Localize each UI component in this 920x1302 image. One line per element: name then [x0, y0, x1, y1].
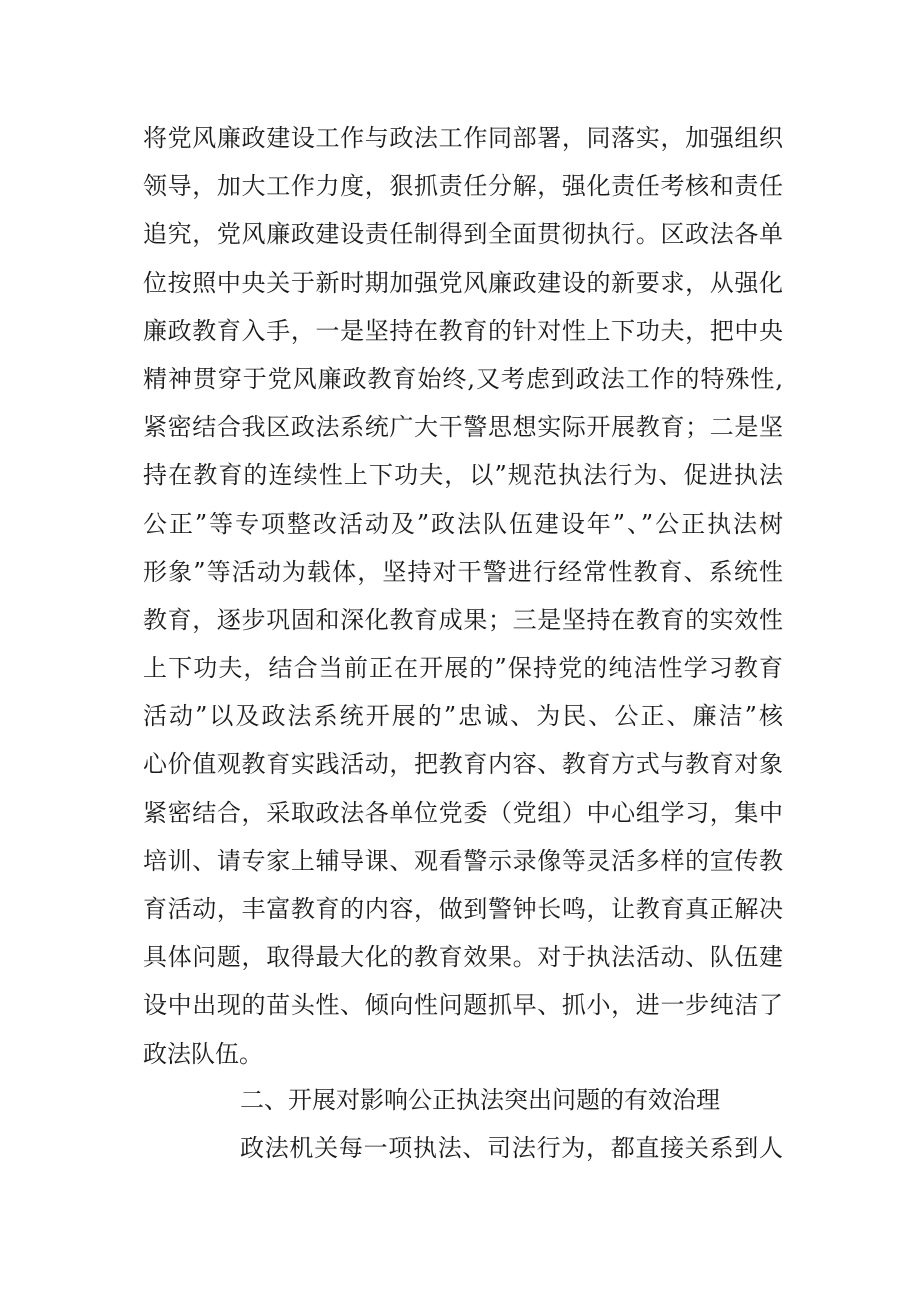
text-line: 设中出现的苗头性、倾向性问题抓早、抓小，进一步纯洁了	[143, 991, 783, 1020]
section-heading: 二、开展对影响公正执法突出问题的有效治理	[240, 1086, 720, 1114]
text-line: 教育，逐步巩固和深化教育成果；三是坚持在教育的实效性	[143, 605, 783, 634]
text-line: 持在教育的连续性上下功夫，以”规范执法行为、促进执法	[143, 461, 783, 490]
text-line: 政法队伍。	[143, 1039, 263, 1068]
text-line: 具体问题，取得最大化的教育效果。对于执法活动、队伍建	[143, 943, 783, 972]
text-line: 紧密结合，采取政法各单位党委（党组）中心组学习，集中	[143, 798, 783, 827]
text-line: 精神贯穿于党风廉政教育始终,又考虑到政法工作的特殊性,	[143, 364, 783, 393]
text-line: 育活动，丰富教育的内容，做到警钟长鸣，让教育真正解决	[143, 895, 783, 923]
text-line: 形象”等活动为载体，坚持对干警进行经常性教育、系统性	[143, 557, 783, 586]
text-line: 将党风廉政建设工作与政法工作同部署，同落实，加强组织	[143, 124, 783, 152]
text-line: 廉政教育入手，一是坚持在教育的针对性上下功夫，把中央	[143, 316, 783, 345]
text-line: 上下功夫，结合当前正在开展的”保持党的纯洁性学习教育	[143, 654, 783, 683]
text-line: 培训、请专家上辅导课、观看警示录像等灵活多样的宣传教	[143, 846, 783, 875]
text-line: 追究，党风廉政建设责任制得到全面贯彻执行。区政法各单	[143, 220, 783, 249]
text-line: 领导，加大工作力度，狠抓责任分解，强化责任考核和责任	[143, 172, 783, 201]
text-line: 公正”等专项整改活动及”政法队伍建设年”、”公正执法树	[143, 509, 783, 538]
text-line: 紧密结合我区政法系统广大干警思想实际开展教育；二是坚	[143, 413, 783, 442]
paragraph-2: 政法机关每一项执法、司法行为，都直接关系到人	[240, 1134, 783, 1162]
text-line: 位按照中央关于新时期加强党风廉政建设的新要求，从强化	[143, 268, 783, 297]
paragraph-1	[143, 114, 783, 1078]
text-line: 心价值观教育实践活动，把教育内容、教育方式与教育对象	[143, 750, 783, 779]
text-line: 活动”以及政法系统开展的”忠诚、为民、公正、廉洁”核	[143, 702, 783, 731]
